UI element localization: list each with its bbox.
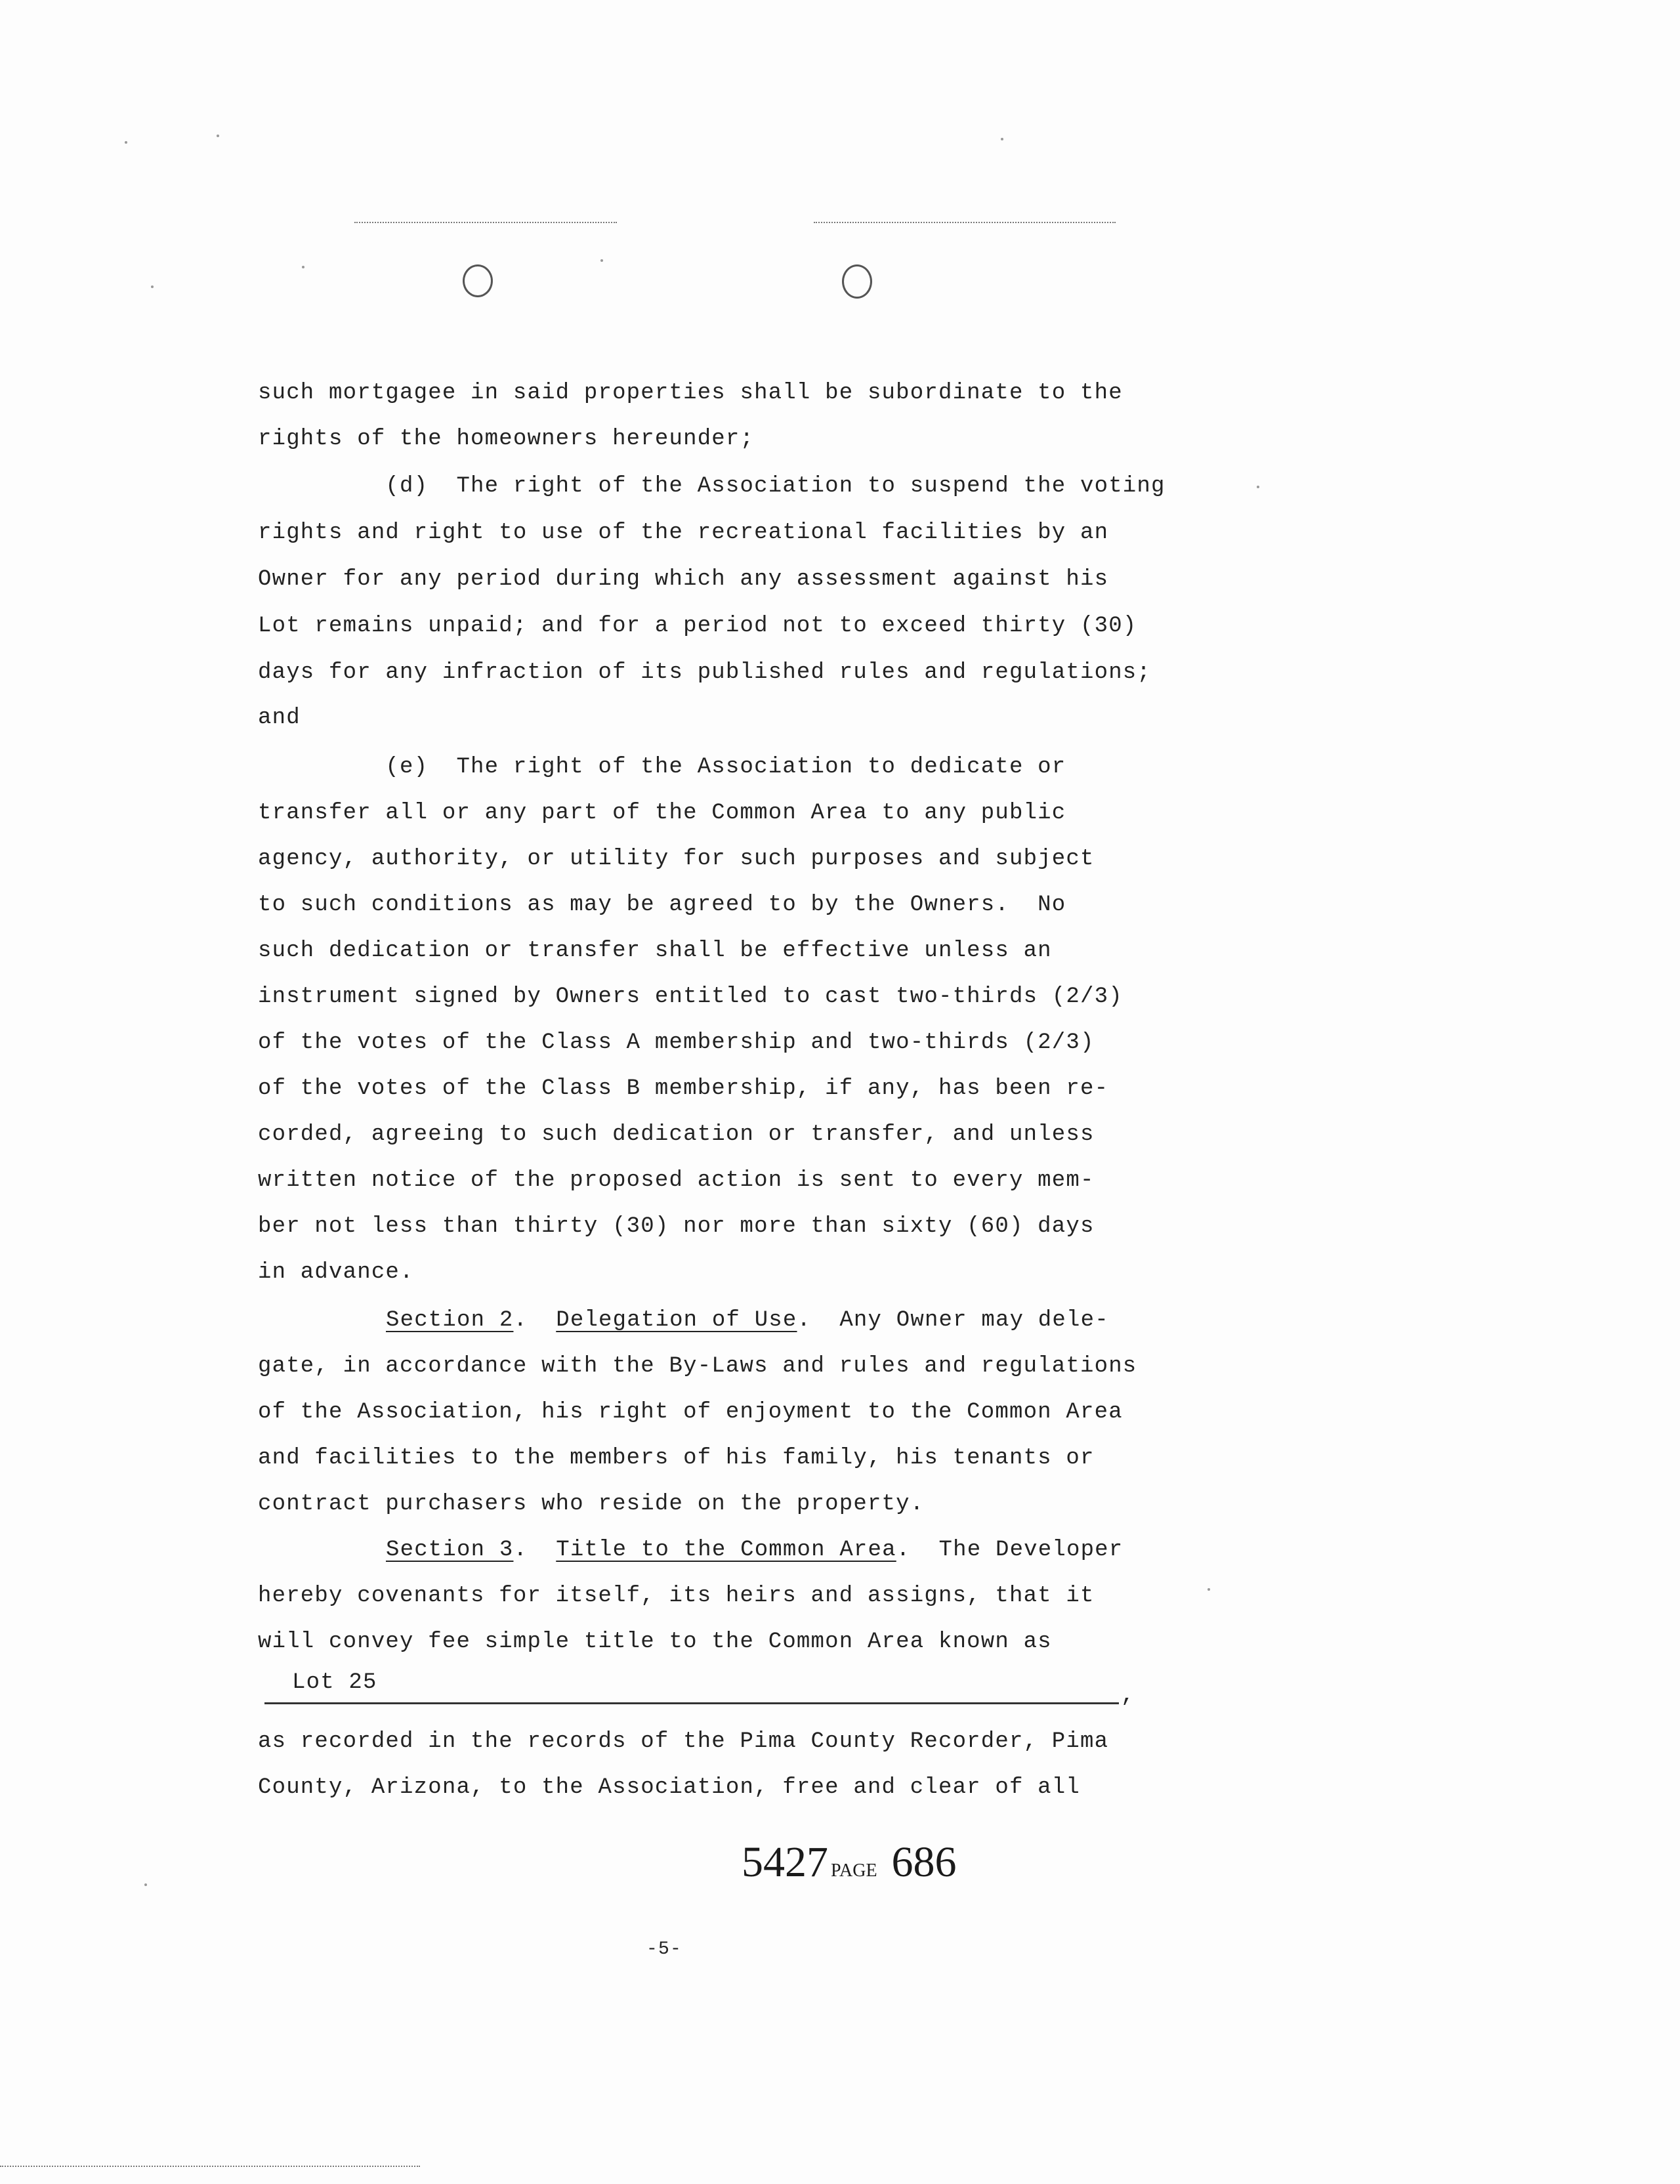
- section-3-label: Section 3: [386, 1538, 514, 1563]
- speck: [1001, 138, 1003, 140]
- text-line: (d) The right of the Association to suspend the voting: [258, 474, 1166, 499]
- text-line: rights and right to use of the recreational facilities by an: [258, 520, 1109, 545]
- speck: [217, 135, 219, 137]
- speck: [151, 285, 154, 288]
- text-line: in advance.: [258, 1260, 414, 1285]
- text-line: transfer all or any part of the Common Area to any public: [258, 801, 1066, 826]
- punch-hole-right: [842, 264, 872, 299]
- text-line: of the votes of the Class B membership, if any, has been re-: [258, 1076, 1109, 1101]
- text-line: Owner for any period during which any assessment against his: [258, 567, 1109, 592]
- section-2-label: Section 2: [386, 1308, 514, 1333]
- page-number-stamp: 686: [891, 1838, 957, 1886]
- text-line: days for any infraction of its published rules and regulations;: [258, 660, 1152, 685]
- bottom-edge-line: [0, 2166, 420, 2168]
- top-perforation-left: [354, 222, 617, 224]
- text-line: corded, agreeing to such dedication or transfer, and unless: [258, 1122, 1095, 1147]
- text-line: such dedication or transfer shall be effective unless an: [258, 938, 1052, 963]
- text-line: rights of the homeowners hereunder;: [258, 427, 755, 452]
- speck: [600, 259, 603, 262]
- book-number: 5427: [742, 1838, 828, 1886]
- section-3-title: Title to the Common Area: [556, 1538, 896, 1563]
- text-line: instrument signed by Owners entitled to cast two-thirds (2/3): [258, 984, 1123, 1009]
- text-line: Lot remains unpaid; and for a period not to exceed thirty (30): [258, 614, 1137, 639]
- page-number: -5-: [646, 1939, 682, 1960]
- text-line: County, Arizona, to the Association, free and clear of all: [258, 1775, 1080, 1800]
- text-line: of the Association, his right of enjoyment to the Common Area: [258, 1400, 1123, 1425]
- text-line: hereby covenants for itself, its heirs and assigns, that it: [258, 1584, 1095, 1608]
- section-3-first-line-rest: The Developer: [938, 1538, 1124, 1563]
- page-label: PAGE: [831, 1860, 877, 1881]
- text-line: as recorded in the records of the Pima County Recorder, Pima: [258, 1729, 1109, 1754]
- section-2-first-line-rest: Any Owner may dele-: [839, 1308, 1109, 1333]
- speck: [302, 266, 304, 268]
- section-2-title: Delegation of Use: [556, 1308, 797, 1333]
- blank-fill-rule: [264, 1702, 1119, 1704]
- top-perforation-right: [814, 222, 1116, 224]
- blank-fill-value: Lot 25: [292, 1670, 377, 1695]
- speck: [144, 1883, 147, 1886]
- text-line: ber not less than thirty (30) nor more than sixty (60) days: [258, 1214, 1095, 1239]
- blank-fill-comma: ,: [1121, 1683, 1135, 1708]
- section-3-heading-line: Section 3. Title to the Common Area. The Developer: [386, 1538, 1124, 1563]
- text-line: written notice of the proposed action is sent to every mem-: [258, 1168, 1095, 1193]
- speck: [1208, 1588, 1210, 1591]
- text-line: to such conditions as may be agreed to by the Owners. No: [258, 892, 1066, 917]
- text-line: gate, in accordance with the By-Laws and rules and regulations: [258, 1354, 1137, 1379]
- text-line: agency, authority, or utility for such purposes and subject: [258, 847, 1095, 872]
- punch-hole-left: [463, 264, 493, 297]
- text-line: contract purchasers who reside on the property.: [258, 1492, 925, 1517]
- text-line: and: [258, 705, 301, 730]
- text-line: such mortgagee in said properties shall be subordinate to the: [258, 381, 1123, 406]
- book-page-stamp: [742, 1838, 957, 1887]
- speck: [125, 141, 127, 144]
- text-line: (e) The right of the Association to dedicate or: [258, 755, 1066, 780]
- text-line: of the votes of the Class A membership and two-thirds (2/3): [258, 1030, 1095, 1055]
- section-2-heading-line: Section 2. Delegation of Use. Any Owner may dele-: [386, 1308, 1109, 1333]
- speck: [1257, 486, 1259, 488]
- text-line: and facilities to the members of his family, his tenants or: [258, 1446, 1095, 1471]
- text-line: will convey fee simple title to the Common Area known as: [258, 1629, 1052, 1654]
